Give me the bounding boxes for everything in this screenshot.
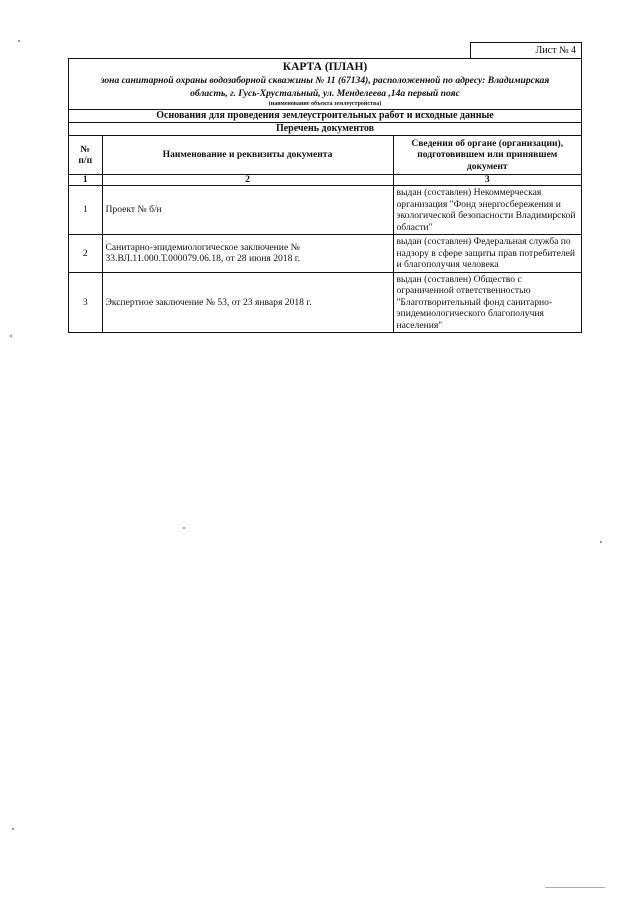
scan-speck <box>18 40 20 42</box>
scan-speck <box>600 541 602 543</box>
index-cell-1: 1 <box>69 175 102 186</box>
index-cell-2: 2 <box>102 175 393 186</box>
subtitle-line-2: область, г. Гусь-Хрустальный, ул. Менделеева ,14а первый пояс <box>190 88 460 99</box>
table-row <box>69 235 581 273</box>
row-doc-name: Санитарно-эпидемиологическое заключение № 33.ВЛ.11.000.Т.000079.06.18, от 28 июня 2018 г. <box>102 235 393 273</box>
header-num <box>69 136 102 175</box>
row-doc-name: Экспертное заключение № 53, от 23 января 2018 г. <box>102 272 393 332</box>
row-num: 3 <box>69 272 102 332</box>
header-org: Сведения об органе (организации), подготовившем или принявшем документ <box>393 136 581 175</box>
scan-speck <box>12 828 14 830</box>
row-doc-name: Проект № б/н <box>102 186 393 235</box>
header-name: Наименование и реквизиты документа <box>102 136 393 175</box>
scan-speck <box>545 887 605 888</box>
subtitle-caption: (наименование объекта землеустройства) <box>268 101 382 107</box>
row-num: 2 <box>69 235 102 273</box>
document-form <box>68 58 582 333</box>
row-org: выдан (составлен) Общество с ограниченной ответственностью "Благотворительный фонд санитарно-эпидемиологического благополучия населения" <box>393 272 581 332</box>
row-org: выдан (составлен) Некоммерческая организация "Фонд энергосбережения и экологической безопасности Владимирской области" <box>393 186 581 235</box>
documents-table <box>69 136 581 332</box>
row-num: 1 <box>69 186 102 235</box>
sheet-number-label: Лист № 4 <box>470 42 582 58</box>
list-title: Перечень документов <box>69 123 581 136</box>
header-num-text: № п/п <box>78 143 93 166</box>
table-index-row <box>69 175 581 186</box>
subtitle-line-1: зона санитарной охраны водозаборной скважины № 11 (67134), расположенной по адресу: Владимирская <box>100 75 550 86</box>
scan-speck <box>183 527 185 529</box>
title-block <box>69 59 581 110</box>
table-row <box>69 186 581 235</box>
table-header-row <box>69 136 581 175</box>
index-cell-3: 3 <box>393 175 581 186</box>
section-title: Основания для проведения землеустроительных работ и исходные данные <box>69 110 581 123</box>
row-org: выдан (составлен) Федеральная служба по надзору в сфере защиты прав потребителей и благополучия человека <box>393 235 581 273</box>
page-title: КАРТА (ПЛАН) <box>282 61 368 73</box>
scan-speck <box>10 335 12 337</box>
table-row <box>69 272 581 332</box>
